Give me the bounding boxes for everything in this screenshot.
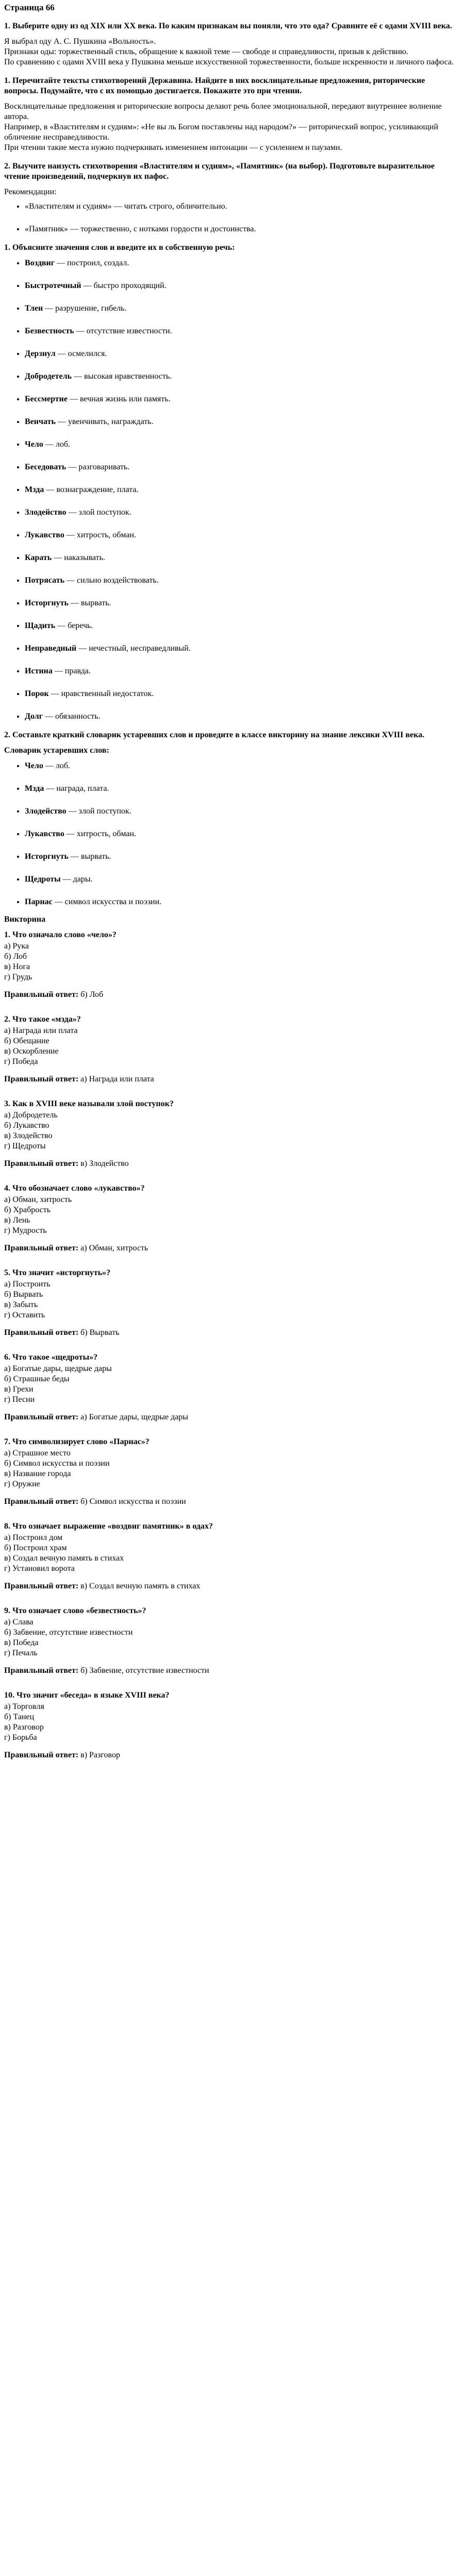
term-definition: — злой поступок.	[66, 508, 131, 517]
task-1-answer-line: Я выбрал оду А. С. Пушкина «Вольность».	[4, 37, 156, 46]
quiz-answer	[4, 1243, 460, 1253]
quiz-option: б) Построил храм	[4, 1544, 67, 1553]
quiz	[4, 930, 460, 1760]
list-item	[25, 598, 460, 608]
quiz-option: в) Нога	[4, 962, 30, 972]
quiz-question: 4. Что обозначает слово «лукавство»?	[4, 1184, 145, 1193]
list-item	[25, 258, 460, 268]
term: Злодейство	[25, 807, 67, 816]
answer-value: б) Лоб	[78, 990, 104, 999]
quiz-option: б) Лоб	[4, 952, 27, 961]
answer-value: в) Злодейство	[78, 1159, 129, 1168]
term-definition: — правда.	[52, 667, 91, 676]
list-item	[25, 507, 460, 518]
list-item	[25, 371, 460, 382]
answer-label: Правильный ответ:	[4, 1159, 79, 1168]
answer-label: Правильный ответ:	[4, 1497, 79, 1506]
term-definition: — хитрость, обман.	[64, 829, 137, 839]
list-item	[25, 784, 460, 794]
quiz-option: б) Лукавство	[4, 1121, 49, 1130]
term-definition: — нравственный недостаток.	[48, 689, 154, 699]
list-item	[25, 349, 460, 359]
term: Мзда	[25, 485, 44, 495]
term: Дерзнул	[25, 349, 56, 359]
task-4-question: 1. Объясните значения слов и введите их в собственную речь:	[4, 243, 235, 252]
quiz-answer	[4, 1497, 460, 1507]
quiz-option: а) Страшное место	[4, 1449, 71, 1458]
term-definition: — построил, создал.	[55, 259, 129, 268]
term: Быстротечный	[25, 281, 81, 291]
quiz-option: б) Страшные беды	[4, 1375, 70, 1384]
task-3-question: 2. Выучите наизусть стихотворения «Властителям и судиям», «Памятник» (на выбор). Подготовьте выразительное чтение произведений, подчеркнув их пафос.	[4, 162, 435, 181]
quiz-option: в) Оскорбление	[4, 1047, 59, 1056]
quiz-option: г) Печаль	[4, 1649, 38, 1658]
term-definition: — увенчивать, награждать.	[55, 417, 154, 427]
quiz-option: а) Богатые дары, щедрые дары	[4, 1364, 112, 1374]
quiz-option: в) Создал вечную память в стихах	[4, 1554, 124, 1563]
list-item	[25, 643, 460, 654]
dictionary-list	[4, 761, 460, 907]
term: Щедроты	[25, 875, 61, 884]
list-item	[25, 394, 460, 404]
quiz-question-block	[4, 930, 460, 1000]
term: Исторгнуть	[25, 852, 69, 861]
quiz-option: б) Забвение, отсутствие известности	[4, 1628, 133, 1637]
task-1-question: 1. Выберите одну из од XIX или XX века. По каким признакам вы поняли, что это ода? Сравните её с одами XVIII века.	[4, 22, 452, 31]
quiz-question-block	[4, 1099, 460, 1169]
quiz-question: 2. Что такое «мзда»?	[4, 1015, 81, 1024]
answer-value: б) Символ искусства и поэзии	[78, 1497, 186, 1506]
word-definitions-list	[4, 258, 460, 722]
list-item	[25, 829, 460, 839]
term-definition: — осмелился.	[55, 349, 107, 359]
quiz-question: 3. Как в XVIII веке называли злой поступок?	[4, 1099, 174, 1109]
recommendations-list	[4, 201, 460, 234]
quiz-option: г) Оружие	[4, 1480, 40, 1489]
quiz-question-block	[4, 1606, 460, 1676]
term: Воздвиг	[25, 259, 55, 268]
term: Лукавство	[25, 829, 64, 839]
task-2-answer-line: При чтении такие места нужно подчеркивать изменением интонации — с усилением и паузами.	[4, 143, 342, 152]
term-definition: — вырвать.	[68, 599, 111, 608]
quiz-option: а) Награда или плата	[4, 1026, 78, 1036]
quiz-option: а) Торговля	[4, 1702, 44, 1711]
answer-label: Правильный ответ:	[4, 1751, 79, 1760]
quiz-question: 10. Что значит «беседа» в языке XVIII века?	[4, 1691, 170, 1700]
term-definition: — лоб.	[43, 761, 70, 771]
term: Тлен	[25, 304, 43, 313]
answer-label: Правильный ответ:	[4, 990, 79, 999]
list-item	[25, 485, 460, 495]
list-item: • «Властителям и судиям» — читать строго, обличительно.	[25, 201, 460, 212]
quiz-question-block	[4, 1437, 460, 1507]
recommendations-label: Рекомендации:	[4, 188, 57, 197]
term: Неправедный	[25, 644, 77, 653]
quiz-question-block	[4, 1183, 460, 1253]
quiz-answer	[4, 1666, 460, 1676]
quiz-question-block	[4, 1521, 460, 1591]
quiz-answer	[4, 1750, 460, 1760]
quiz-question-block	[4, 1014, 460, 1084]
quiz-option: в) Грехи	[4, 1385, 34, 1394]
quiz-option: в) Победа	[4, 1638, 39, 1648]
quiz-question: 9. Что означает слово «безвестность»?	[4, 1606, 146, 1616]
term: Мзда	[25, 784, 44, 793]
term-definition: — высокая нравственность.	[72, 372, 172, 381]
quiz-option: в) Название города	[4, 1469, 71, 1479]
answer-label: Правильный ответ:	[4, 1075, 79, 1084]
quiz-option: в) Злодейство	[4, 1131, 53, 1141]
quiz-question-block	[4, 1352, 460, 1422]
quiz-option: г) Грудь	[4, 973, 32, 982]
term-definition: — символ искусства и поэзии.	[52, 897, 162, 907]
list-item	[25, 666, 460, 676]
term-definition: — обязанность.	[43, 712, 101, 721]
quiz-question-block	[4, 1690, 460, 1760]
list-item	[25, 711, 460, 722]
term-definition: — награда, плата.	[44, 784, 109, 793]
answer-label: Правильный ответ:	[4, 1666, 79, 1675]
quiz-answer	[4, 1159, 460, 1169]
list-item	[25, 852, 460, 862]
term-definition: — злой поступок.	[66, 807, 131, 816]
term: Лукавство	[25, 531, 64, 540]
list-item	[25, 462, 460, 472]
term: Потрясать	[25, 576, 65, 585]
quiz-option: г) Борьба	[4, 1733, 37, 1742]
term: Истина	[25, 667, 53, 676]
task-1-answer-line: По сравнению с одами XVIII века у Пушкина меньше искусственной торжественности, больше искренности и личного пафоса.	[4, 58, 454, 67]
page-title: Страница 66	[4, 3, 55, 12]
quiz-option: в) Разговор	[4, 1723, 44, 1732]
list-item	[25, 575, 460, 586]
term: Щадить	[25, 621, 56, 631]
quiz-question-block	[4, 1268, 460, 1338]
answer-label: Правильный ответ:	[4, 1582, 79, 1591]
term: Порок	[25, 689, 49, 699]
list-item: • «Памятник» — торжественно, с нотками гордости и достоинства.	[25, 224, 460, 234]
list-item	[25, 326, 460, 336]
term: Исторгнуть	[25, 599, 69, 608]
answer-value: б) Забвение, отсутствие известности	[78, 1666, 209, 1675]
quiz-option: в) Лень	[4, 1216, 30, 1225]
term-definition: — дары.	[60, 875, 93, 884]
quiz-question: 7. Что символизирует слово «Парнас»?	[4, 1437, 150, 1447]
answer-value: а) Обман, хитрость	[78, 1244, 148, 1253]
term: Злодейство	[25, 508, 67, 517]
list-item	[25, 689, 460, 699]
task-2-answer-line: Восклицательные предложения и риторические вопросы делают речь более эмоциональной, передают внутреннее волнение автора.	[4, 102, 442, 122]
task-2-answer-line: Например, в «Властителям и судиям»: «Не вы ль Богом поставлены над народом?» — риторический вопрос, усиливающий обличение несправедливости.	[4, 123, 438, 142]
quiz-option: г) Установил ворота	[4, 1564, 75, 1573]
term-definition: — вечная жизнь или память.	[67, 395, 171, 404]
quiz-option: а) Рука	[4, 942, 29, 951]
quiz-answer	[4, 1412, 460, 1422]
list-item	[25, 897, 460, 907]
quiz-option: а) Обман, хитрость	[4, 1195, 72, 1205]
quiz-answer	[4, 990, 460, 1000]
term-definition: — нечестный, несправедливый.	[76, 644, 191, 653]
quiz-question: 1. Что означало слово «чело»?	[4, 930, 117, 940]
answer-label: Правильный ответ:	[4, 1244, 79, 1253]
quiz-option: г) Победа	[4, 1057, 38, 1066]
term-definition: — быстро проходящий.	[81, 281, 167, 291]
term: Добродетель	[25, 372, 72, 381]
quiz-answer	[4, 1074, 460, 1084]
quiz-option: а) Построить	[4, 1280, 51, 1289]
term: Парнас	[25, 897, 53, 907]
term-definition: — отсутствие известности.	[74, 327, 172, 336]
term-definition: — сильно воздействовать.	[64, 576, 159, 585]
term-definition: — наказывать.	[52, 553, 105, 563]
term: Чело	[25, 761, 43, 771]
list-item	[25, 761, 460, 771]
answer-value: в) Разговор	[78, 1751, 120, 1760]
task-5-question: 2. Составьте краткий словарик устаревших слов и проведите в классе викторину на знание лексики XVIII века.	[4, 731, 425, 740]
answer-value: в) Создал вечную память в стихах	[78, 1582, 201, 1591]
answer-label: Правильный ответ:	[4, 1413, 79, 1422]
answer-value: а) Награда или плата	[78, 1075, 154, 1084]
list-item	[25, 874, 460, 885]
term-definition: — разрушение, гибель.	[43, 304, 127, 313]
quiz-option: а) Добродетель	[4, 1111, 58, 1120]
answer-value: б) Вырвать	[78, 1328, 120, 1337]
quiz-question: 6. Что такое «щедроты»?	[4, 1353, 98, 1362]
list-item	[25, 417, 460, 427]
term: Бессмертие	[25, 395, 68, 404]
term: Карать	[25, 553, 52, 563]
term-definition: — беречь.	[55, 621, 93, 631]
quiz-option: а) Слава	[4, 1618, 34, 1627]
quiz-answer	[4, 1328, 460, 1338]
list-item	[25, 303, 460, 314]
quiz-option: г) Щедроты	[4, 1142, 46, 1151]
quiz-option: а) Построил дом	[4, 1533, 63, 1543]
term-definition: — разговаривать.	[66, 463, 130, 472]
term-definition: — хитрость, обман.	[64, 531, 137, 540]
quiz-question: 5. Что значит «исторгнуть»?	[4, 1268, 111, 1278]
list-item	[25, 553, 460, 563]
dictionary-title: Словарик устаревших слов:	[4, 746, 109, 755]
task-2-question: 1. Перечитайте тексты стихотворений Державина. Найдите в них восклицательные предложения, риторические вопросы. Подумайте, что с их помощью достигается. Покажите это при чтении.	[4, 76, 425, 96]
quiz-option: г) Мудрость	[4, 1226, 47, 1235]
quiz-option: б) Вырвать	[4, 1290, 43, 1299]
list-item	[25, 439, 460, 450]
quiz-title: Викторина	[4, 915, 46, 924]
term: Венчать	[25, 417, 56, 427]
list-item	[25, 530, 460, 540]
quiz-option: б) Танец	[4, 1713, 35, 1722]
term: Долг	[25, 712, 43, 721]
list-item	[25, 621, 460, 631]
term-definition: — лоб.	[43, 440, 70, 449]
term: Безвестность	[25, 327, 74, 336]
term: Беседовать	[25, 463, 67, 472]
task-1-answer-line: Признаки оды: торжественный стиль, обращение к важной теме — свободе и справедливости, призыв к действию.	[4, 47, 408, 57]
quiz-option: г) Оставить	[4, 1311, 45, 1320]
term-definition: — вырвать.	[68, 852, 111, 861]
list-item	[25, 806, 460, 817]
term-definition: — вознаграждение, плата.	[44, 485, 139, 495]
answer-value: а) Богатые дары, щедрые дары	[78, 1413, 189, 1422]
quiz-question: 8. Что означает выражение «воздвиг памятник» в одах?	[4, 1522, 213, 1531]
term: Чело	[25, 440, 43, 449]
answer-label: Правильный ответ:	[4, 1328, 79, 1337]
quiz-option: г) Песни	[4, 1395, 35, 1404]
quiz-option: б) Обещание	[4, 1037, 49, 1046]
list-item	[25, 281, 460, 291]
quiz-option: б) Храбрость	[4, 1206, 51, 1215]
quiz-option: в) Забыть	[4, 1300, 38, 1310]
quiz-option: б) Символ искусства и поэзии	[4, 1459, 110, 1468]
quiz-answer	[4, 1581, 460, 1591]
